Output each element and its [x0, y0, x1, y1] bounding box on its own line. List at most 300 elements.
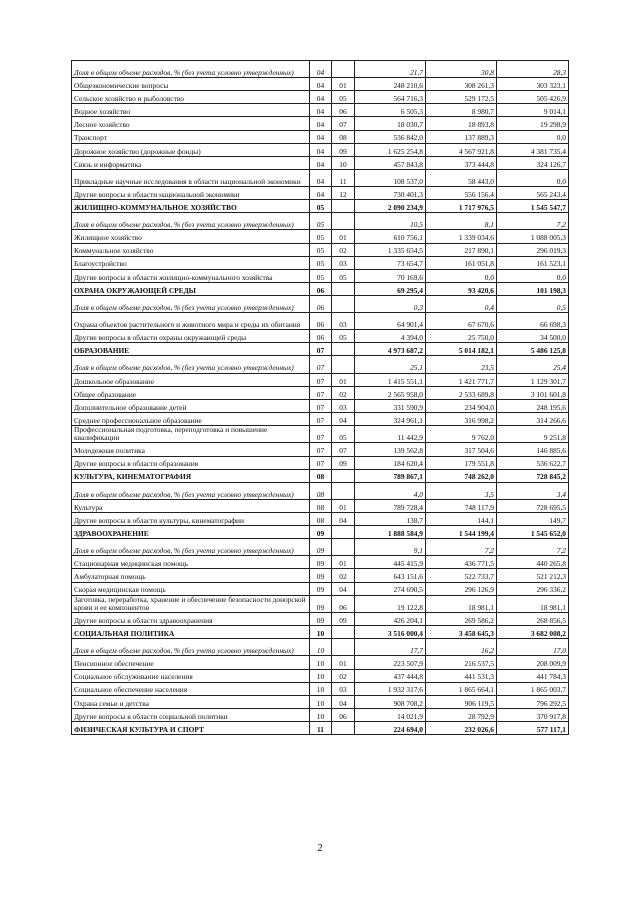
value-year1-cell: 224 694,0 [355, 721, 426, 734]
subsection-code-cell: 09 [332, 613, 355, 626]
section-code-cell: 07 [310, 443, 332, 456]
section-code-cell: 10 [310, 682, 332, 695]
row-name-cell: Дошкольное образование [72, 373, 310, 386]
section-code-cell: 09 [310, 539, 332, 556]
table-row [72, 399, 569, 412]
share-row [72, 482, 569, 499]
value-year1-cell: 789 867,1 [355, 469, 426, 482]
row-name-cell: Доля в общем объеме расходов, % (без учета условно утвержденных) [72, 639, 310, 656]
row-name-cell: Доля в общем объеме расходов, % (без учета условно утвержденных) [72, 482, 310, 499]
subsection-code-cell [332, 482, 355, 499]
table-row [72, 656, 569, 669]
section-code-cell: 10 [310, 695, 332, 708]
value-year1-cell: 70 169,6 [355, 269, 426, 282]
subsection-code-cell: 05 [332, 330, 355, 343]
section-code-cell: 04 [310, 61, 332, 78]
value-year2-cell: 16,2 [426, 639, 497, 656]
row-name-cell: Доля в общем объеме расходов, % (без учета условно утвержденных) [72, 356, 310, 373]
value-year3-cell: 161 523,1 [497, 256, 569, 269]
row-name-cell: Общеэкономические вопросы [72, 78, 310, 91]
row-name-cell: Жилищное хозяйство [72, 230, 310, 243]
row-name-cell: Лесное хозяйство [72, 117, 310, 130]
subsection-code-cell [332, 356, 355, 373]
subsection-code-cell: 03 [332, 256, 355, 269]
row-name-cell: Стационарная медицинская помощь [72, 556, 310, 569]
value-year1-cell: 69 295,4 [355, 282, 426, 295]
value-year3-cell: 146 885,6 [497, 443, 569, 456]
value-year2-cell: 373 444,8 [426, 156, 497, 169]
section-code-cell: 09 [310, 556, 332, 569]
section-code-cell: 04 [310, 117, 332, 130]
section-code-cell: 04 [310, 156, 332, 169]
value-year2-cell: 1 421 771,7 [426, 373, 497, 386]
share-row [72, 213, 569, 230]
value-year3-cell: 7,2 [497, 539, 569, 556]
value-year2-cell: 436 771,5 [426, 556, 497, 569]
table-body [72, 61, 569, 735]
subsection-code-cell: 07 [332, 443, 355, 456]
value-year2-cell: 9 762,0 [426, 426, 497, 443]
section-code-cell: 07 [310, 412, 332, 425]
budget-expenditure-table [71, 60, 569, 735]
value-year1-cell: 139 562,8 [355, 443, 426, 456]
subsection-code-cell: 02 [332, 569, 355, 582]
section-code-cell: 06 [310, 295, 332, 312]
subsection-code-cell: 08 [332, 130, 355, 143]
subsection-code-cell [332, 61, 355, 78]
subsection-code-cell [332, 200, 355, 213]
value-year3-cell: 9 014,1 [497, 104, 569, 117]
value-year1-cell: 6 505,3 [355, 104, 426, 117]
value-year3-cell: 0,0 [497, 130, 569, 143]
value-year1-cell: 19 122,8 [355, 595, 426, 612]
section-code-cell: 10 [310, 669, 332, 682]
subsection-code-cell: 09 [332, 143, 355, 156]
subsection-code-cell: 01 [332, 556, 355, 569]
value-year2-cell: 0,0 [426, 269, 497, 282]
value-year2-cell: 28 792,9 [426, 708, 497, 721]
value-year2-cell: 5 014 182,1 [426, 343, 497, 356]
section-code-cell: 10 [310, 656, 332, 669]
subsection-code-cell: 04 [332, 695, 355, 708]
budget-table-container [71, 60, 568, 735]
row-name-cell: Прикладные научные исследования в области национальной экономики [72, 169, 310, 186]
subsection-code-cell: 05 [332, 269, 355, 282]
section-code-cell: 08 [310, 469, 332, 482]
value-year3-cell: 18 981,1 [497, 595, 569, 612]
value-year3-cell: 3 682 008,2 [497, 626, 569, 639]
value-year1-cell: 564 716,3 [355, 91, 426, 104]
table-row [72, 78, 569, 91]
subsection-code-cell [332, 295, 355, 312]
table-row [72, 373, 569, 386]
value-year3-cell: 370 917,8 [497, 708, 569, 721]
value-year2-cell: 308 261,3 [426, 78, 497, 91]
value-year2-cell: 1 717 976,5 [426, 200, 497, 213]
subsection-code-cell [332, 282, 355, 295]
value-year2-cell: 25 750,0 [426, 330, 497, 343]
value-year3-cell: 1 545 652,0 [497, 526, 569, 539]
value-year1-cell: 14 021,9 [355, 708, 426, 721]
section-code-cell: 07 [310, 343, 332, 356]
value-year1-cell: 108 537,0 [355, 169, 426, 186]
section-code-cell: 10 [310, 708, 332, 721]
value-year3-cell: 1 865 003,7 [497, 682, 569, 695]
value-year1-cell: 3 516 000,4 [355, 626, 426, 639]
row-name-cell: Заготовка, переработка, хранение и обеспечение безопасности донорской крови и ее компонентов [72, 595, 310, 612]
subsection-code-cell: 03 [332, 399, 355, 412]
section-code-cell: 11 [310, 721, 332, 734]
section-code-cell: 05 [310, 213, 332, 230]
value-year1-cell: 1 415 551,1 [355, 373, 426, 386]
table-row [72, 582, 569, 595]
section-code-cell: 07 [310, 373, 332, 386]
section-code-cell: 04 [310, 143, 332, 156]
value-year2-cell: 3 458 645,3 [426, 626, 497, 639]
row-name-cell: Общее образование [72, 386, 310, 399]
table-row [72, 569, 569, 582]
value-year2-cell: 137 889,3 [426, 130, 497, 143]
section-code-cell: 07 [310, 456, 332, 469]
table-row [72, 169, 569, 186]
value-year3-cell: 441 784,3 [497, 669, 569, 682]
table-row [72, 499, 569, 512]
value-year1-cell: 445 415,9 [355, 556, 426, 569]
row-name-cell: Дополнительное образование детей [72, 399, 310, 412]
row-name-cell: Коммунальное хозяйство [72, 243, 310, 256]
table-row [72, 156, 569, 169]
subsection-code-cell: 12 [332, 187, 355, 200]
section-code-cell: 07 [310, 399, 332, 412]
row-name-cell: Другие вопросы в области национальной экономики [72, 187, 310, 200]
row-name-cell: Охрана семьи и детства [72, 695, 310, 708]
row-name-cell: Транспорт [72, 130, 310, 143]
subsection-code-cell [332, 539, 355, 556]
value-year2-cell: 67 670,6 [426, 313, 497, 330]
row-name-cell: Другие вопросы в области образования [72, 456, 310, 469]
value-year2-cell: 522 733,7 [426, 569, 497, 582]
table-row [72, 595, 569, 612]
row-name-cell: Доля в общем объеме расходов, % (без учета условно утвержденных) [72, 213, 310, 230]
section-row [72, 469, 569, 482]
share-row [72, 356, 569, 373]
section-code-cell: 09 [310, 526, 332, 539]
value-year3-cell: 25,4 [497, 356, 569, 373]
table-row [72, 456, 569, 469]
row-name-cell: Дорожное хозяйство (дорожные фонды) [72, 143, 310, 156]
row-name-cell: ЗДРАВООХРАНЕНИЕ [72, 526, 310, 539]
value-year2-cell: 906 119,5 [426, 695, 497, 708]
row-name-cell: Другие вопросы в области социальной политики [72, 708, 310, 721]
value-year1-cell: 1 625 254,8 [355, 143, 426, 156]
table-row [72, 313, 569, 330]
subsection-code-cell [332, 343, 355, 356]
section-code-cell: 07 [310, 426, 332, 443]
section-code-cell: 05 [310, 269, 332, 282]
value-year1-cell: 789 728,4 [355, 499, 426, 512]
subsection-code-cell: 04 [332, 582, 355, 595]
value-year2-cell: 748 117,9 [426, 499, 497, 512]
value-year2-cell: 0,4 [426, 295, 497, 312]
row-name-cell: Благоустройство [72, 256, 310, 269]
row-name-cell: Доля в общем объеме расходов, % (без учета условно утвержденных) [72, 539, 310, 556]
section-code-cell: 04 [310, 78, 332, 91]
row-name-cell: Среднее профессиональное образование [72, 412, 310, 425]
share-row [72, 61, 569, 78]
table-row [72, 243, 569, 256]
value-year2-cell: 316 998,2 [426, 412, 497, 425]
value-year2-cell: 232 026,6 [426, 721, 497, 734]
table-row [72, 426, 569, 443]
value-year1-cell: 184 620,4 [355, 456, 426, 469]
table-row [72, 230, 569, 243]
share-row [72, 539, 569, 556]
subsection-code-cell: 06 [332, 708, 355, 721]
page-number: 2 [317, 842, 323, 854]
value-year2-cell: 18 981,1 [426, 595, 497, 612]
value-year1-cell: 21,7 [355, 61, 426, 78]
value-year2-cell: 1 544 199,4 [426, 526, 497, 539]
value-year3-cell: 4 381 735,4 [497, 143, 569, 156]
value-year1-cell: 536 842,0 [355, 130, 426, 143]
value-year3-cell: 101 198,3 [497, 282, 569, 295]
value-year2-cell: 296 126,9 [426, 582, 497, 595]
value-year3-cell: 296 019,3 [497, 243, 569, 256]
section-code-cell: 04 [310, 169, 332, 186]
table-row [72, 117, 569, 130]
section-code-cell: 09 [310, 582, 332, 595]
row-name-cell: Водное хозяйство [72, 104, 310, 117]
value-year3-cell: 268 856,5 [497, 613, 569, 626]
value-year1-cell: 1 335 654,5 [355, 243, 426, 256]
row-name-cell: Культура [72, 499, 310, 512]
value-year1-cell: 457 843,8 [355, 156, 426, 169]
subsection-code-cell [332, 526, 355, 539]
section-code-cell: 08 [310, 512, 332, 525]
row-name-cell: ФИЗИЧЕСКАЯ КУЛЬТУРА И СПОРТ [72, 721, 310, 734]
value-year1-cell: 610 756,1 [355, 230, 426, 243]
value-year3-cell: 536 622,7 [497, 456, 569, 469]
subsection-code-cell: 04 [332, 512, 355, 525]
value-year2-cell: 216 537,5 [426, 656, 497, 669]
table-row [72, 269, 569, 282]
value-year1-cell: 908 708,2 [355, 695, 426, 708]
subsection-code-cell: 01 [332, 499, 355, 512]
value-year3-cell: 505 426,9 [497, 91, 569, 104]
value-year1-cell: 138,7 [355, 512, 426, 525]
value-year2-cell: 3,5 [426, 482, 497, 499]
value-year3-cell: 17,0 [497, 639, 569, 656]
value-year1-cell: 437 444,8 [355, 669, 426, 682]
row-name-cell: Профессиональная подготовка, переподготовка и повышение квалификации [72, 426, 310, 443]
value-year1-cell: 248 210,6 [355, 78, 426, 91]
value-year1-cell: 18 030,7 [355, 117, 426, 130]
section-code-cell: 08 [310, 499, 332, 512]
row-name-cell: Другие вопросы в области охраны окружающей среды [72, 330, 310, 343]
table-row [72, 695, 569, 708]
row-name-cell: Скорая медицинская помощь [72, 582, 310, 595]
section-row [72, 343, 569, 356]
section-row [72, 200, 569, 213]
value-year2-cell: 317 504,6 [426, 443, 497, 456]
subsection-code-cell: 02 [332, 386, 355, 399]
subsection-code-cell: 01 [332, 230, 355, 243]
value-year3-cell: 314 266,6 [497, 412, 569, 425]
value-year1-cell: 0,3 [355, 295, 426, 312]
table-row [72, 412, 569, 425]
value-year2-cell: 529 172,5 [426, 91, 497, 104]
subsection-code-cell: 05 [332, 426, 355, 443]
value-year1-cell: 4 394,0 [355, 330, 426, 343]
subsection-code-cell: 03 [332, 313, 355, 330]
value-year2-cell: 556 156,4 [426, 187, 497, 200]
share-row [72, 639, 569, 656]
value-year1-cell: 2 565 958,0 [355, 386, 426, 399]
value-year3-cell: 324 126,7 [497, 156, 569, 169]
value-year2-cell: 441 531,3 [426, 669, 497, 682]
section-code-cell: 06 [310, 330, 332, 343]
value-year2-cell: 748 262,0 [426, 469, 497, 482]
value-year1-cell: 426 204,1 [355, 613, 426, 626]
value-year3-cell: 34 500,0 [497, 330, 569, 343]
value-year3-cell: 1 545 547,7 [497, 200, 569, 213]
value-year3-cell: 7,2 [497, 213, 569, 230]
section-row [72, 626, 569, 639]
table-row [72, 669, 569, 682]
section-code-cell: 08 [310, 482, 332, 499]
value-year1-cell: 9,1 [355, 539, 426, 556]
value-year2-cell: 8 980,7 [426, 104, 497, 117]
table-row [72, 443, 569, 456]
value-year1-cell: 17,7 [355, 639, 426, 656]
value-year2-cell: 269 586,2 [426, 613, 497, 626]
table-row [72, 330, 569, 343]
subsection-code-cell: 09 [332, 456, 355, 469]
value-year3-cell: 728 845,2 [497, 469, 569, 482]
value-year2-cell: 93 420,6 [426, 282, 497, 295]
table-row [72, 256, 569, 269]
section-code-cell: 10 [310, 639, 332, 656]
section-code-cell: 05 [310, 200, 332, 213]
row-name-cell: Социальное обеспечение населения [72, 682, 310, 695]
row-name-cell: Социальное обслуживание населения [72, 669, 310, 682]
value-year1-cell: 223 507,9 [355, 656, 426, 669]
value-year1-cell: 10,5 [355, 213, 426, 230]
value-year1-cell: 4 973 687,2 [355, 343, 426, 356]
value-year2-cell: 23,5 [426, 356, 497, 373]
value-year3-cell: 577 117,1 [497, 721, 569, 734]
share-row [72, 295, 569, 312]
value-year3-cell: 0,0 [497, 269, 569, 282]
value-year1-cell: 274 690,5 [355, 582, 426, 595]
value-year1-cell: 730 401,3 [355, 187, 426, 200]
value-year3-cell: 565 243,4 [497, 187, 569, 200]
row-name-cell: ЖИЛИЩНО-КОММУНАЛЬНОЕ ХОЗЯЙСТВО [72, 200, 310, 213]
subsection-code-cell: 02 [332, 243, 355, 256]
subsection-code-cell [332, 721, 355, 734]
value-year3-cell: 28,3 [497, 61, 569, 78]
row-name-cell: Связь и информатика [72, 156, 310, 169]
section-code-cell: 04 [310, 187, 332, 200]
value-year1-cell: 331 590,9 [355, 399, 426, 412]
value-year2-cell: 1 865 664,1 [426, 682, 497, 695]
section-code-cell: 06 [310, 313, 332, 330]
value-year1-cell: 73 654,7 [355, 256, 426, 269]
table-row [72, 91, 569, 104]
section-row [72, 526, 569, 539]
row-name-cell: Пенсионное обеспечение [72, 656, 310, 669]
table-row [72, 386, 569, 399]
value-year3-cell: 3,4 [497, 482, 569, 499]
subsection-code-cell: 07 [332, 117, 355, 130]
row-name-cell: Амбулаторная помощь [72, 569, 310, 582]
value-year3-cell: 149,7 [497, 512, 569, 525]
value-year2-cell: 8,1 [426, 213, 497, 230]
value-year3-cell: 796 292,5 [497, 695, 569, 708]
value-year1-cell: 11 442,9 [355, 426, 426, 443]
value-year1-cell: 2 090 234,9 [355, 200, 426, 213]
row-name-cell: Другие вопросы в области жилищно-коммунального хозяйства [72, 269, 310, 282]
subsection-code-cell: 06 [332, 104, 355, 117]
value-year2-cell: 234 904,0 [426, 399, 497, 412]
value-year3-cell: 19 298,9 [497, 117, 569, 130]
row-name-cell: Охрана объектов растительного и животного мира и среды их обитания [72, 313, 310, 330]
subsection-code-cell: 10 [332, 156, 355, 169]
section-code-cell: 04 [310, 130, 332, 143]
value-year1-cell: 324 961,1 [355, 412, 426, 425]
value-year2-cell: 7,2 [426, 539, 497, 556]
section-code-cell: 09 [310, 595, 332, 612]
row-name-cell: ОБРАЗОВАНИЕ [72, 343, 310, 356]
section-code-cell: 09 [310, 569, 332, 582]
value-year3-cell: 296 336,2 [497, 582, 569, 595]
table-row [72, 104, 569, 117]
row-name-cell: Другие вопросы в области здравоохранения [72, 613, 310, 626]
value-year2-cell: 58 443,0 [426, 169, 497, 186]
value-year3-cell: 248 195,6 [497, 399, 569, 412]
row-name-cell: СОЦИАЛЬНАЯ ПОЛИТИКА [72, 626, 310, 639]
section-row [72, 282, 569, 295]
subsection-code-cell [332, 469, 355, 482]
table-row [72, 512, 569, 525]
table-row [72, 556, 569, 569]
value-year3-cell: 1 129 301,7 [497, 373, 569, 386]
subsection-code-cell: 04 [332, 412, 355, 425]
subsection-code-cell [332, 639, 355, 656]
value-year1-cell: 64 901,4 [355, 313, 426, 330]
subsection-code-cell: 11 [332, 169, 355, 186]
subsection-code-cell: 01 [332, 78, 355, 91]
value-year1-cell: 643 151,6 [355, 569, 426, 582]
value-year3-cell: 0,5 [497, 295, 569, 312]
value-year2-cell: 144,1 [426, 512, 497, 525]
section-code-cell: 05 [310, 230, 332, 243]
value-year2-cell: 1 339 034,6 [426, 230, 497, 243]
table-row [72, 143, 569, 156]
value-year1-cell: 25,1 [355, 356, 426, 373]
subsection-code-cell: 01 [332, 373, 355, 386]
section-code-cell: 10 [310, 626, 332, 639]
value-year3-cell: 440 265,8 [497, 556, 569, 569]
section-code-cell: 07 [310, 386, 332, 399]
value-year1-cell: 4,0 [355, 482, 426, 499]
value-year3-cell: 728 695,5 [497, 499, 569, 512]
table-row [72, 682, 569, 695]
value-year3-cell: 1 088 005,3 [497, 230, 569, 243]
row-name-cell: Сельское хозяйство и рыболовство [72, 91, 310, 104]
value-year3-cell: 3 101 601,8 [497, 386, 569, 399]
value-year3-cell: 66 698,3 [497, 313, 569, 330]
